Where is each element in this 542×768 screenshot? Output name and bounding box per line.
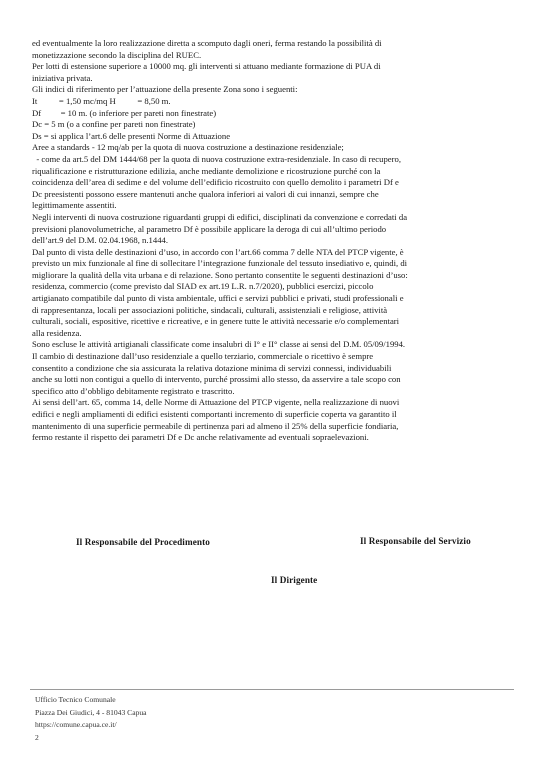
footer-divider xyxy=(30,689,514,690)
text-line: Il cambio di destinazione dall’uso residenziale a quello terziario, commerciale o ricettivo è sempre xyxy=(32,351,374,362)
text-line: riqualificazione e ristrutturazione edilizia, anche mediante demolizione e ricostruzione purché con la xyxy=(32,165,381,176)
text-line: coincidenza dell’area di sedime e del volume dell’edificio ricostruito con quello demolito i parametri Df e xyxy=(32,177,399,188)
text-line: Sono escluse le attività artigianali classificate come insalubri di I° e II° classe ai sensi del D.M. 05/09/1994. xyxy=(32,339,406,350)
footer-office: Ufficio Tecnico Comunale xyxy=(35,695,116,704)
text-line: consentito a condizione che sia assicurata la relativa dotazione minima di servizi connessi, individuabili xyxy=(32,362,392,373)
text-line: di rappresentanza, locali per associazioni politiche, sindacali, culturali, assistenziali e religiose, attività xyxy=(32,304,388,315)
text-line: migliorare la qualità della vita urbana e di relazione. Sono pertanto consentite le seguenti destinazioni d’uso: xyxy=(32,269,408,280)
signature-service-manager: Il Responsabile del Servizio xyxy=(360,536,471,546)
text-line: previsioni planovolumetriche, al parametro Df è possibile applicare la deroga di cui all’ultimo periodo xyxy=(32,223,387,234)
text-line: iniziativa privata. xyxy=(32,72,93,83)
text-line: mantenimento di una superficie permeabile di pertinenza pari ad almeno il 25% della superficie fondiaria, xyxy=(32,420,399,431)
text-line: anche su lotti non contigui a quello di intervento, purché prossimi allo stesso, da asservire a tale scopo con xyxy=(32,374,401,385)
page-footer xyxy=(35,694,147,744)
text-line: residenza, commercio (come previsto dal SIAD ex art.19 L.R. n.7/2020), pubblici esercizi, piccolo xyxy=(32,281,374,292)
text-line: Ai sensi dell’art. 65, comma 14, delle Norme di Attuazione del PTCP vigente, nella realizzazione di nuovi xyxy=(32,397,400,408)
signature-procedure-manager: Il Responsabile del Procedimento xyxy=(76,537,210,547)
text-line: fermo restante il rispetto dei parametri Df e Dc anche relativamente ad eventuali sopraelevazioni. xyxy=(32,432,369,443)
text-line: Aree a standards - 12 mq/ab per la quota di nuova costruzione a destinazione residenziale; xyxy=(32,142,344,153)
text-line: previsto un mix funzionale al fine di sollecitare l’integrazione funzionale del tessuto insediativo e, quindi, di xyxy=(32,258,408,269)
text-line: Per lotti di estensione superiore a 10000 mq. gli interventi si attuano mediante formazione di PUA di xyxy=(32,61,381,72)
text-line: Dc preesistenti possono essere mantenuti anche qualora inferiori ai valori di cui innanzi, sempre che xyxy=(32,188,379,199)
text-line: Dc = 5 m (o a confine per pareti non finestrate) xyxy=(32,119,196,130)
signature-director: Il Dirigente xyxy=(271,575,318,585)
text-line: monetizzazione secondo la disciplina del RUEC. xyxy=(32,49,202,60)
text-line: artigianato compatibile dal punto di vista ambientale, uffici e servizi pubblici e privati, studi professionali e xyxy=(32,293,404,304)
footer-url[interactable]: https://comune.capua.ce.it/ xyxy=(35,720,117,730)
page-number: 2 xyxy=(35,732,39,742)
text-line: specifico atto d’obbligo debitamente registrato e trascritto. xyxy=(32,385,235,396)
text-line: Dal punto di vista delle destinazioni d’uso, in accordo con l’art.66 comma 7 delle NTA del PTCP vigente, è xyxy=(32,246,404,257)
text-line: ed eventualmente la loro realizzazione diretta a scomputo dagli oneri, ferma restando la possibilità di xyxy=(32,38,382,48)
text-line: Ds = si applica l’art.6 delle presenti Norme di Attuazione xyxy=(32,130,231,141)
text-line: Gli indici di riferimento per l’attuazione della presente Zona sono i seguenti: xyxy=(32,84,298,95)
text-line: Negli interventi di nuova costruzione riguardanti gruppi di edifici, disciplinati da convenzione e corredati da xyxy=(32,211,408,222)
text-line: alla residenza. xyxy=(32,327,82,338)
footer-address: Piazza Dei Giudici, 4 - 81043 Capua xyxy=(35,707,147,717)
text-line: culturali, sociali, espositive, ricettive e ricreative, e in genere tutte le attività necessarie e/o complementari xyxy=(32,316,400,327)
document-body xyxy=(32,38,518,444)
text-line: Df = 10 m. (o inferiore per pareti non finestrate) xyxy=(32,107,217,118)
text-line: edifici e negli ampliamenti di edifici esistenti comportanti incremento di superficie coperta va garantito il xyxy=(32,409,397,419)
text-line: legittimamente assentiti. xyxy=(32,200,117,211)
text-line: - come da art.5 del DM 1444/68 per la quota di nuova costruzione extra-residenziale. In caso di recupero, xyxy=(32,153,402,164)
text-line: It = 1,50 mc/mq H = 8,50 m. xyxy=(32,95,171,106)
text-line: dell’art.9 del D.M. 02.04.1968, n.1444. xyxy=(32,235,169,246)
